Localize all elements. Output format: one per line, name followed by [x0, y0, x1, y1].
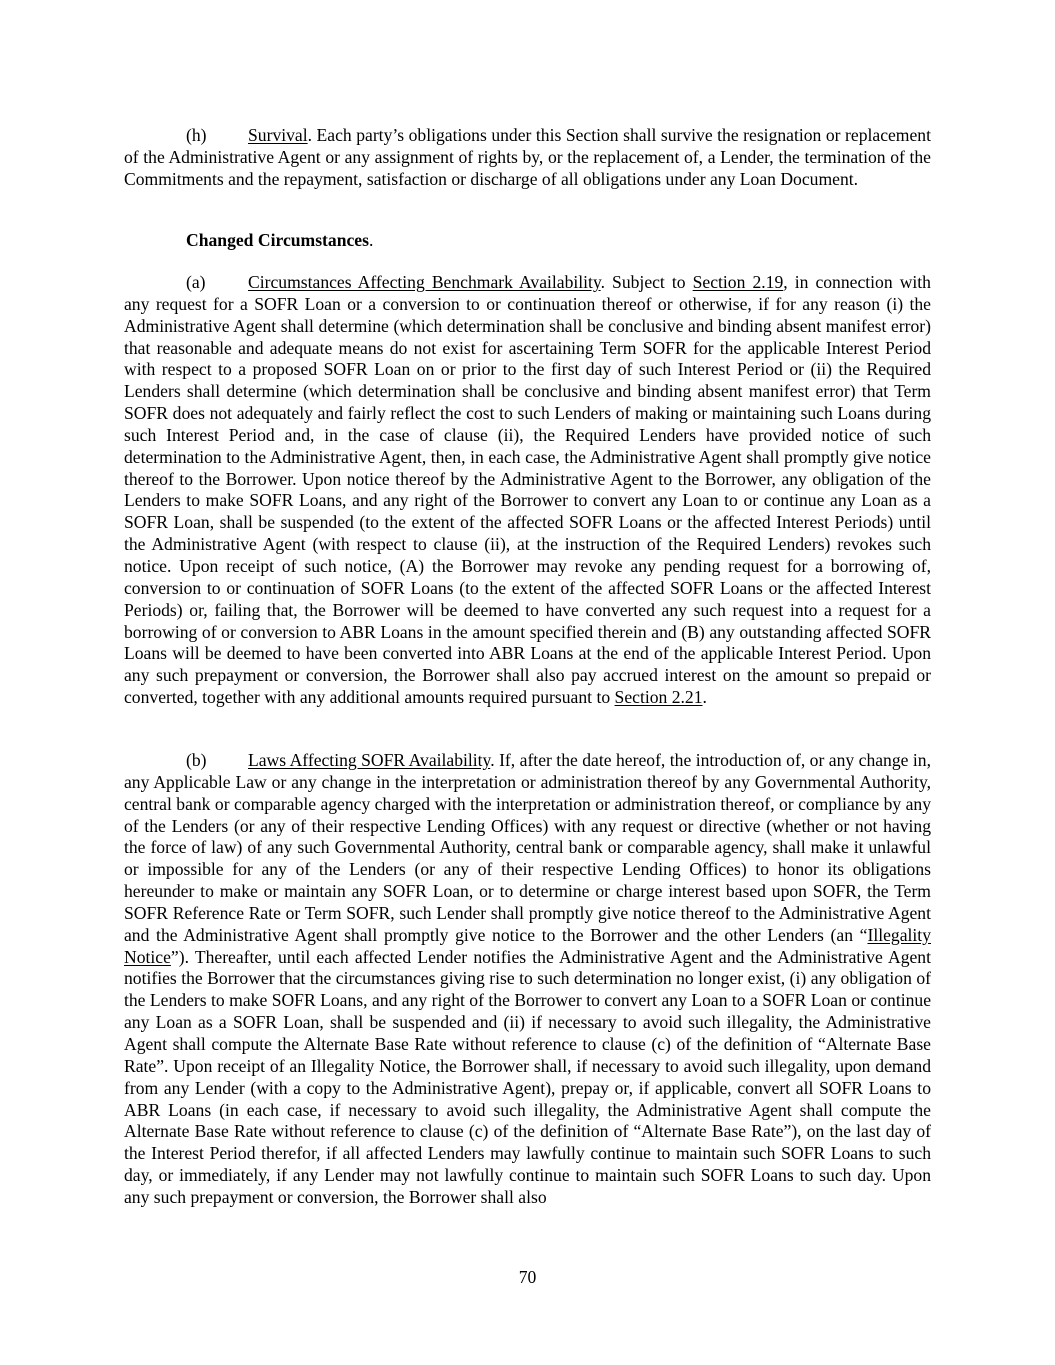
section-a-title: Circumstances Affecting Benchmark Availability [248, 272, 601, 292]
section-h-title: Survival [248, 125, 308, 145]
heading-title: Changed Circumstances [186, 230, 369, 250]
illegality-notice-term: Illegality Notice [124, 924, 931, 967]
section-b-label: (b) [186, 750, 207, 770]
section-a-text-1: . Subject to [600, 272, 693, 292]
section-h-text: . Each party’s obligations under this Section shall survive the resignation or replacement of the Administrative Agent or any assignment of rights by, or the replacement of, a Lender, the termination of the Commitments and the repayment, satisfaction or discharge of all obligations under any Loan Document. [124, 125, 931, 189]
changed-circumstances-heading [186, 230, 373, 252]
section-h-paragraph [124, 125, 931, 191]
section-a-paragraph [124, 272, 931, 709]
section-a-text-2: , in connection with any request for a SOFR Loan or a conversion to or continuation thereof or otherwise, if for any reason (i) the Administrative Agent shall determine (which determination shall be conclusive and binding absent manifest error) that reasonable and adequate means do not exist for ascertaining Term SOFR for the applicable Interest Period with respect to a proposed SOFR Loan on or prior to the first day of such Interest Period or (ii) the Required Lenders shall determine (which determination shall be conclusive and binding absent manifest error) that Term SOFR does not adequately and fairly reflect the cost to such Lenders of making or maintaining such Loans during such Interest Period and, in the case of clause (ii), the Required Lenders have provided notice of such determination to the Administrative Agent, then, in each case, the Administrative Agent shall promptly give notice thereof to the Borrower. Upon notice thereof by the Administrative Agent to the Borrower, any obligation of the Lenders to make SOFR Loans, and any right of the Borrower to convert any Loan to or continue any Loan as a SOFR Loan, shall be suspended (to the extent of the affected SOFR Loans or the affected Interest Periods) until the Administrative Agent (with respect to clause (ii), at the instruction of the Required Lenders) revokes such notice. Upon receipt of such notice, (A) the Borrower may revoke any pending request for a borrowing of, conversion to or continuation of SOFR Loans (to the extent of the affected SOFR Loans or the affected Interest Periods) or, failing that, the Borrower will be deemed to have converted any such request into a request for a borrowing of or conversion to ABR Loans in the amount specified therein and (B) any outstanding affected SOFR Loans will be deemed to have been converted into ABR Loans at the end of the applicable Interest Period. Upon any such prepayment or conversion, the Borrower shall also pay accrued interest on the amount so prepaid or converted, together with any additional amounts required pursuant to [124, 272, 931, 708]
heading-suffix: . [368, 230, 374, 250]
section-h-label: (h) [186, 125, 207, 145]
page-number: 70 [518, 1267, 537, 1287]
section-2-19-reference: Section 2.19 [692, 272, 784, 292]
section-b-text-1: . If, after the date hereof, the introduction of, or any change in, any Applicable Law or any change in the interpretation or administration thereof by any Governmental Authority, central bank or comparable agency charged with the interpretation or administration thereof, or compliance by any of the Lenders (or any of their respective Lending Offices) with any request or directive (whether or not having the force of law) of any such Governmental Authority, central bank or comparable agency, shall make it unlawful or impossible for any of the Lenders (or any of their respective Lending Offices) to honor its obligations hereunder to make or maintain any SOFR Loan, or to determine or charge interest based upon SOFR, the Term SOFR Reference Rate or Term SOFR, such Lender shall promptly give notice thereof to the Administrative Agent and the Administrative Agent shall promptly give notice to the Borrower and the other Lenders (an “ [124, 750, 931, 945]
section-a-label: (a) [186, 272, 206, 292]
section-b-paragraph [124, 750, 931, 1209]
section-a-text-3: . [702, 687, 707, 708]
section-b-text-2: ”). Thereafter, until each affected Lender notifies the Administrative Agent and the Administrative Agent notifies the Borrower that the circumstances giving rise to such determination no longer exist, (i) any obligation of the Lenders to make SOFR Loans, and any right of the Borrower to convert any Loan to a SOFR Loan or continue any Loan as a SOFR Loan, shall be suspended and (ii) if necessary to avoid such illegality, the Administrative Agent shall compute the Alternate Base Rate without reference to clause (c) of the definition of “Alternate Base Rate”. Upon receipt of an Illegality Notice, the Borrower shall, if necessary to avoid such illegality, upon demand from any Lender (with a copy to the Administrative Agent), prepay or, if applicable, convert all SOFR Loans to ABR Loans (in each case, if necessary to avoid such illegality, the Administrative Agent shall compute the Alternate Base Rate without reference to clause (c) of the definition of “Alternate Base Rate”), on the last day of the Interest Period therefor, if all affected Lenders may lawfully continue to maintain such SOFR Loans to such day, or immediately, if any Lender may not lawfully continue to maintain such SOFR Loans to such day. Upon any such prepayment or conversion, the Borrower shall also [124, 946, 931, 1207]
section-2-21-reference: Section 2.21 [614, 687, 703, 708]
section-b-title: Laws Affecting SOFR Availability [248, 750, 491, 770]
